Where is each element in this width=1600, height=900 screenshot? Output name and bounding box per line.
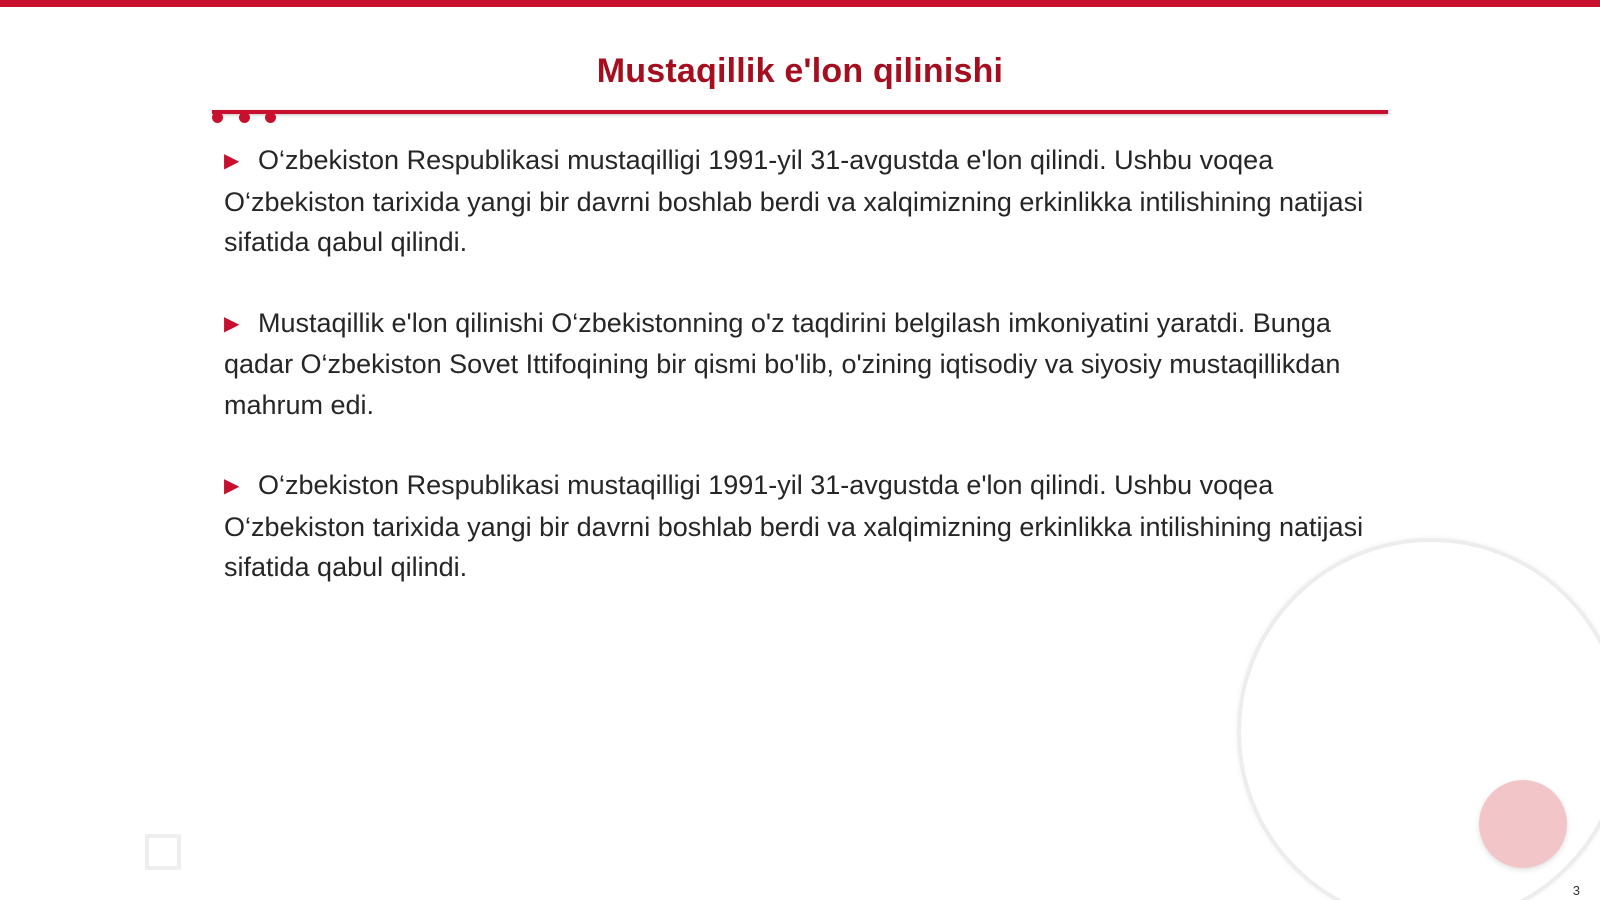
triangle-bullet-icon: ▶ (224, 150, 240, 172)
slide-title: Mustaqillik e'lon qilinishi (596, 52, 1004, 90)
decor-pink-circle (1479, 780, 1567, 868)
page-number: 3 (1572, 883, 1580, 898)
triangle-bullet-icon: ▶ (224, 475, 240, 497)
bullet-paragraph-3 (224, 465, 1374, 588)
title-underline (212, 110, 1388, 114)
decor-dot (265, 112, 276, 123)
triangle-bullet-icon: ▶ (224, 312, 240, 335)
top-accent-bar (0, 0, 1600, 7)
bullet-paragraph-1 (224, 140, 1374, 263)
bullet-paragraph-2 (224, 303, 1374, 426)
slide-body (224, 140, 1374, 628)
paragraph-text: O‘zbekiston Respublikasi mustaqilligi 1991-yil 31-avgustda e'lon qilindi. Ushbu voqea O‘zbekiston tarixida yangi bir davrni boshlab berdi va xalqimizning erkinlikka intilishining natijasi sifatida qabul qilindi. (224, 470, 1364, 582)
decor-dot (212, 112, 223, 123)
decor-dot (239, 112, 250, 123)
decor-square (145, 834, 181, 870)
paragraph-text: Mustaqillik e'lon qilinishi O‘zbekistonning o'z taqdirini belgilash imkoniyatini yaratdi. Bunga qadar O‘zbekiston Sovet Ittifoqining bir qismi bo'lib, o'zining iqtisodiy va siyosiy mustaqillikdan mahrum edi. (224, 307, 1341, 420)
paragraph-text: O‘zbekiston Respublikasi mustaqilligi 1991-yil 31-avgustda e'lon qilindi. Ushbu voqea O‘zbekiston tarixida yangi bir davrni boshlab berdi va xalqimizning erkinlikka intilishining natijasi sifatida qabul qilindi. (224, 145, 1364, 257)
